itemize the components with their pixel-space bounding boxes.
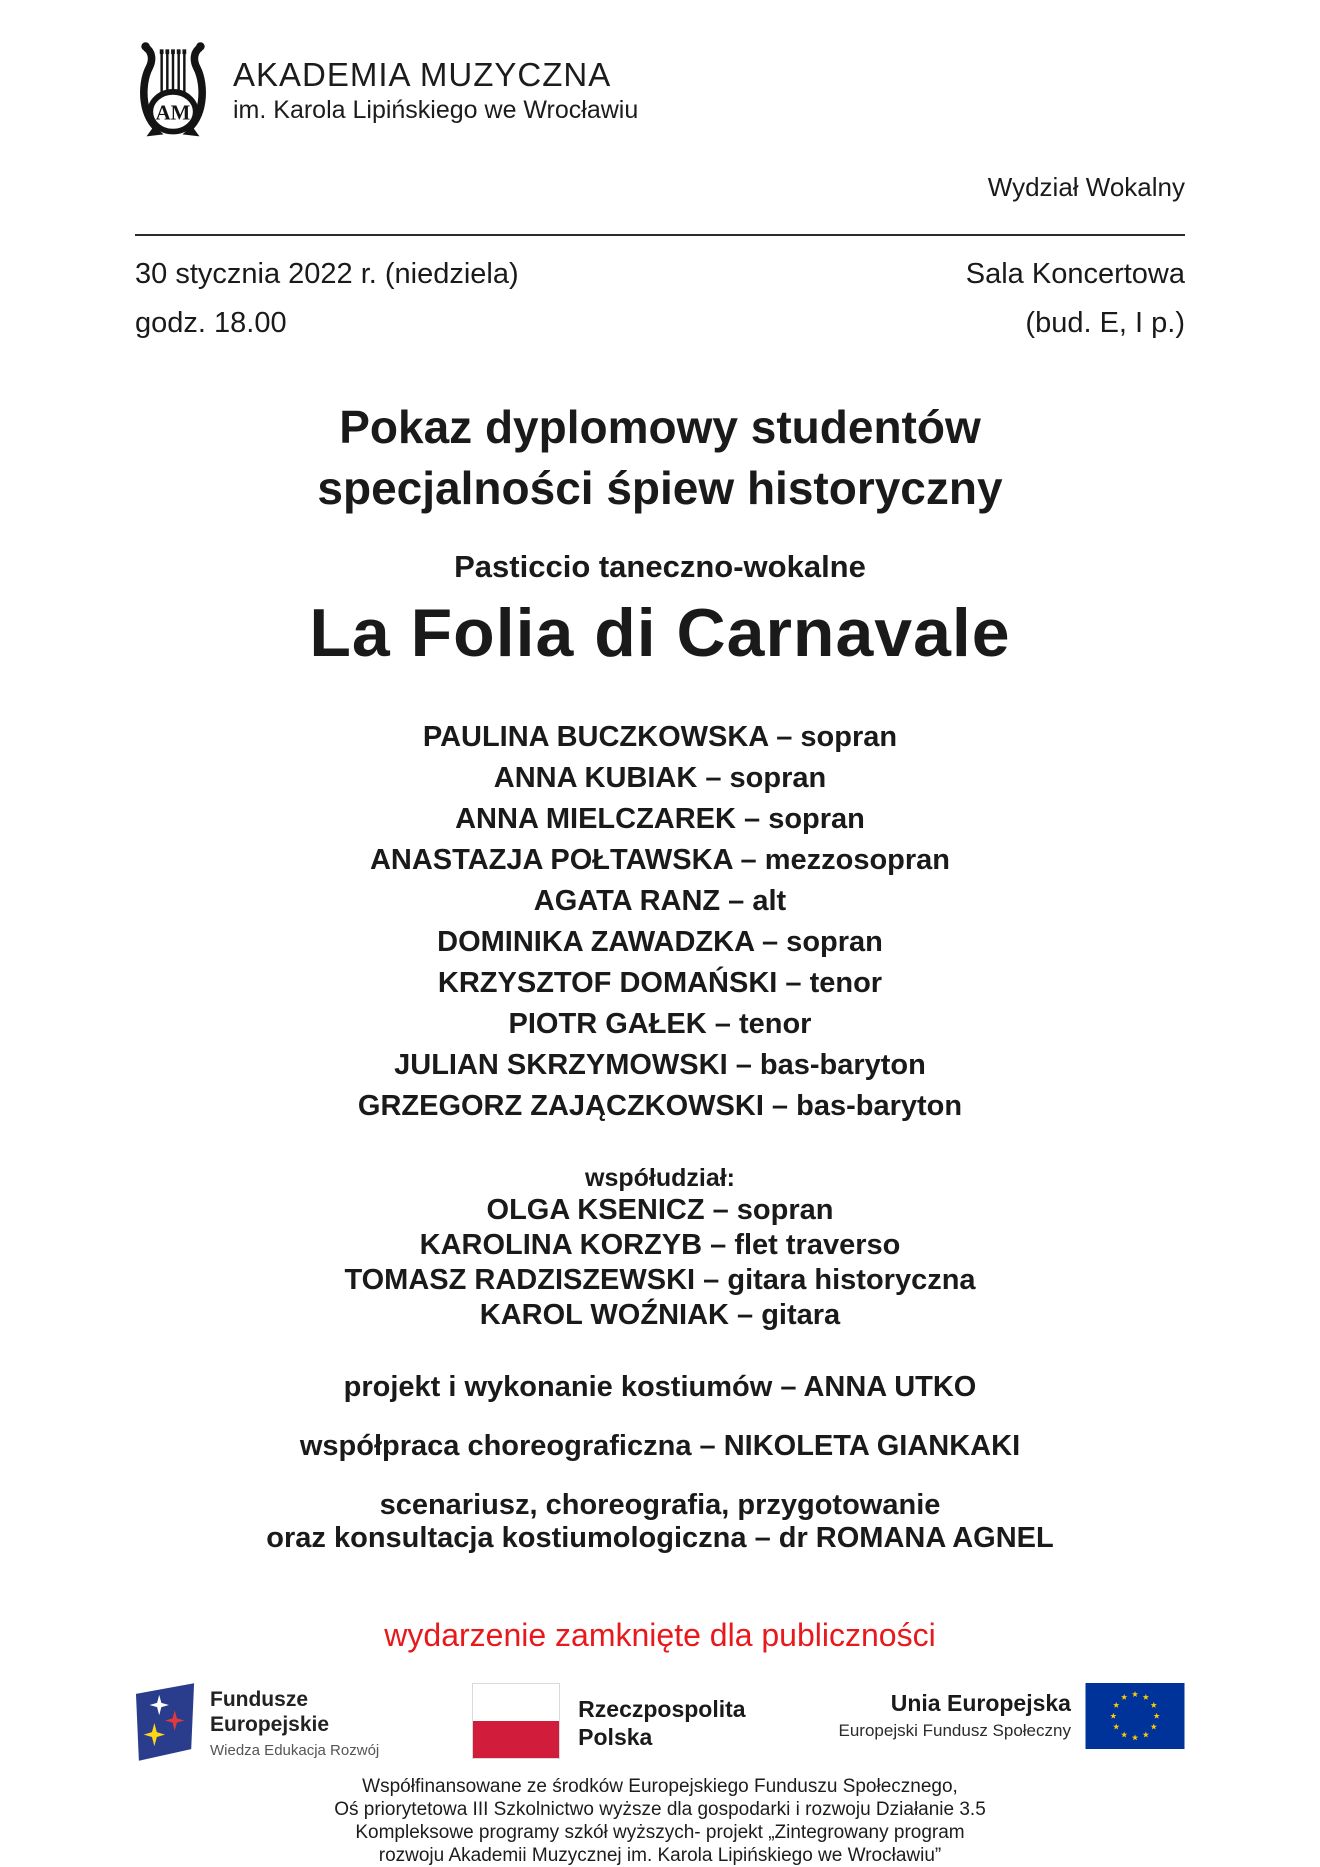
fe-title-line2: Europejskie [210,1713,330,1736]
venue-block [966,256,1185,341]
lyre-icon [135,38,211,142]
fine-print-line: Współfinansowane ze środków Europejskiego Funduszu Społecznego, [362,1776,958,1797]
university-logo [135,38,1185,142]
rp-line2: Polska [578,1724,653,1750]
performer-line: ANNA MIELCZAREK – sopran [455,803,865,835]
fine-print-line: Kompleksowe programy szkół wyższych- projekt „Zintegrowany program [355,1822,965,1843]
performer-line: ANASTAZJA POŁTAWSKA – mezzosopran [369,844,951,876]
funding-logos-row [135,1683,1185,1761]
credit-costumes: projekt i wykonanie kostiumów – ANNA UTKO [343,1371,977,1403]
date-venue-row [135,256,1185,341]
closed-event-notice: wydarzenie zamknięte dla publiczności [384,1617,936,1653]
collaborator-line: OLGA KSENICZ – sopran [486,1194,834,1226]
performer-line: DOMINIKA ZAWADZKA – sopran [437,926,883,958]
fe-subtitle: Wiedza Edukacja Rozwój [210,1742,380,1759]
credit-direction-line1: scenariusz, choreografia, przygotowanie [379,1489,941,1521]
fe-title-line1: Fundusze [210,1688,308,1711]
performer-line: AGATA RANZ – alt [533,885,787,917]
university-name-line1: AKADEMIA MUZYCZNA [233,55,612,93]
department-label: Wydział Wokalny [987,172,1185,202]
unia-europejska-text [839,1683,1071,1741]
date-time-block [135,256,519,341]
event-genre: Pasticcio taneczno-wokalne [454,549,866,584]
performer-line: JULIAN SKRZYMOWSKI – bas-baryton [394,1049,926,1081]
performer-line: PAULINA BUCZKOWSKA – sopran [422,721,898,753]
credit-choreography-collab: współpraca choreograficzna – NIKOLETA GIANKAKI [299,1430,1021,1462]
collaborator-line: TOMASZ RADZISZEWSKI – gitara historyczna [344,1264,976,1296]
event-heading-line1: Pokaz dyplomowy studentów [339,401,981,453]
event-heading [135,397,1185,519]
event-date: 30 stycznia 2022 r. (niedziela) [135,258,519,290]
performer-line: ANNA KUBIAK – sopran [493,762,827,794]
fundusze-europejskie-text [210,1683,379,1759]
funding-fine-print [135,1775,1185,1867]
venue-detail: (bud. E, I p.) [1025,307,1185,339]
collaborator-line: KAROLINA KORZYB – flet traverso [419,1229,901,1261]
performer-line: GRZEGORZ ZAJĄCZKOWSKI – bas-baryton [357,1090,963,1122]
collaboration-list [135,1193,1185,1333]
rzeczpospolita-polska-logo [472,1683,745,1759]
unia-europejska-logo [839,1683,1185,1749]
performers-list [135,717,1185,1127]
event-time: godz. 18.00 [135,307,287,339]
eu-flag-icon [1085,1683,1185,1749]
event-title: La Folia di Carnavale [309,595,1011,671]
event-heading-line2: specjalności śpiew historyczny [317,462,1003,514]
eu-line1: Unia Europejska [890,1690,1071,1716]
collaboration-label: współudział: [585,1164,735,1192]
rzeczpospolita-polska-text [578,1683,745,1751]
poland-flag-icon [472,1683,560,1759]
rp-line1: Rzeczpospolita [578,1696,746,1722]
fundusze-europejskie-flag-icon [135,1683,197,1761]
fundusze-europejskie-logo [135,1683,379,1761]
credit-direction [135,1489,1185,1555]
fine-print-line: rozwoju Akademii Muzycznej im. Karola Lipińskiego we Wrocławiu” [378,1845,942,1866]
venue-name: Sala Koncertowa [965,258,1185,290]
divider-line [135,234,1185,236]
collaborator-line: KAROL WOŹNIAK – gitara [479,1299,841,1331]
performer-line: KRZYSZTOF DOMAŃSKI – tenor [437,967,883,999]
university-name-line2: im. Karola Lipińskiego we Wrocławiu [233,95,639,124]
eu-line2: Europejski Fundusz Społeczny [838,1721,1071,1740]
university-name [233,55,638,126]
lyre-monogram: AM [155,101,191,125]
fine-print-line: Oś priorytetowa III Szkolnictwo wyższe dla gospodarki i rozwoju Działanie 3.5 [334,1799,986,1820]
credit-direction-line2: oraz konsultacja kostiumologiczna – dr ROMANA AGNEL [266,1522,1054,1554]
performer-line: PIOTR GAŁEK – tenor [508,1008,812,1040]
